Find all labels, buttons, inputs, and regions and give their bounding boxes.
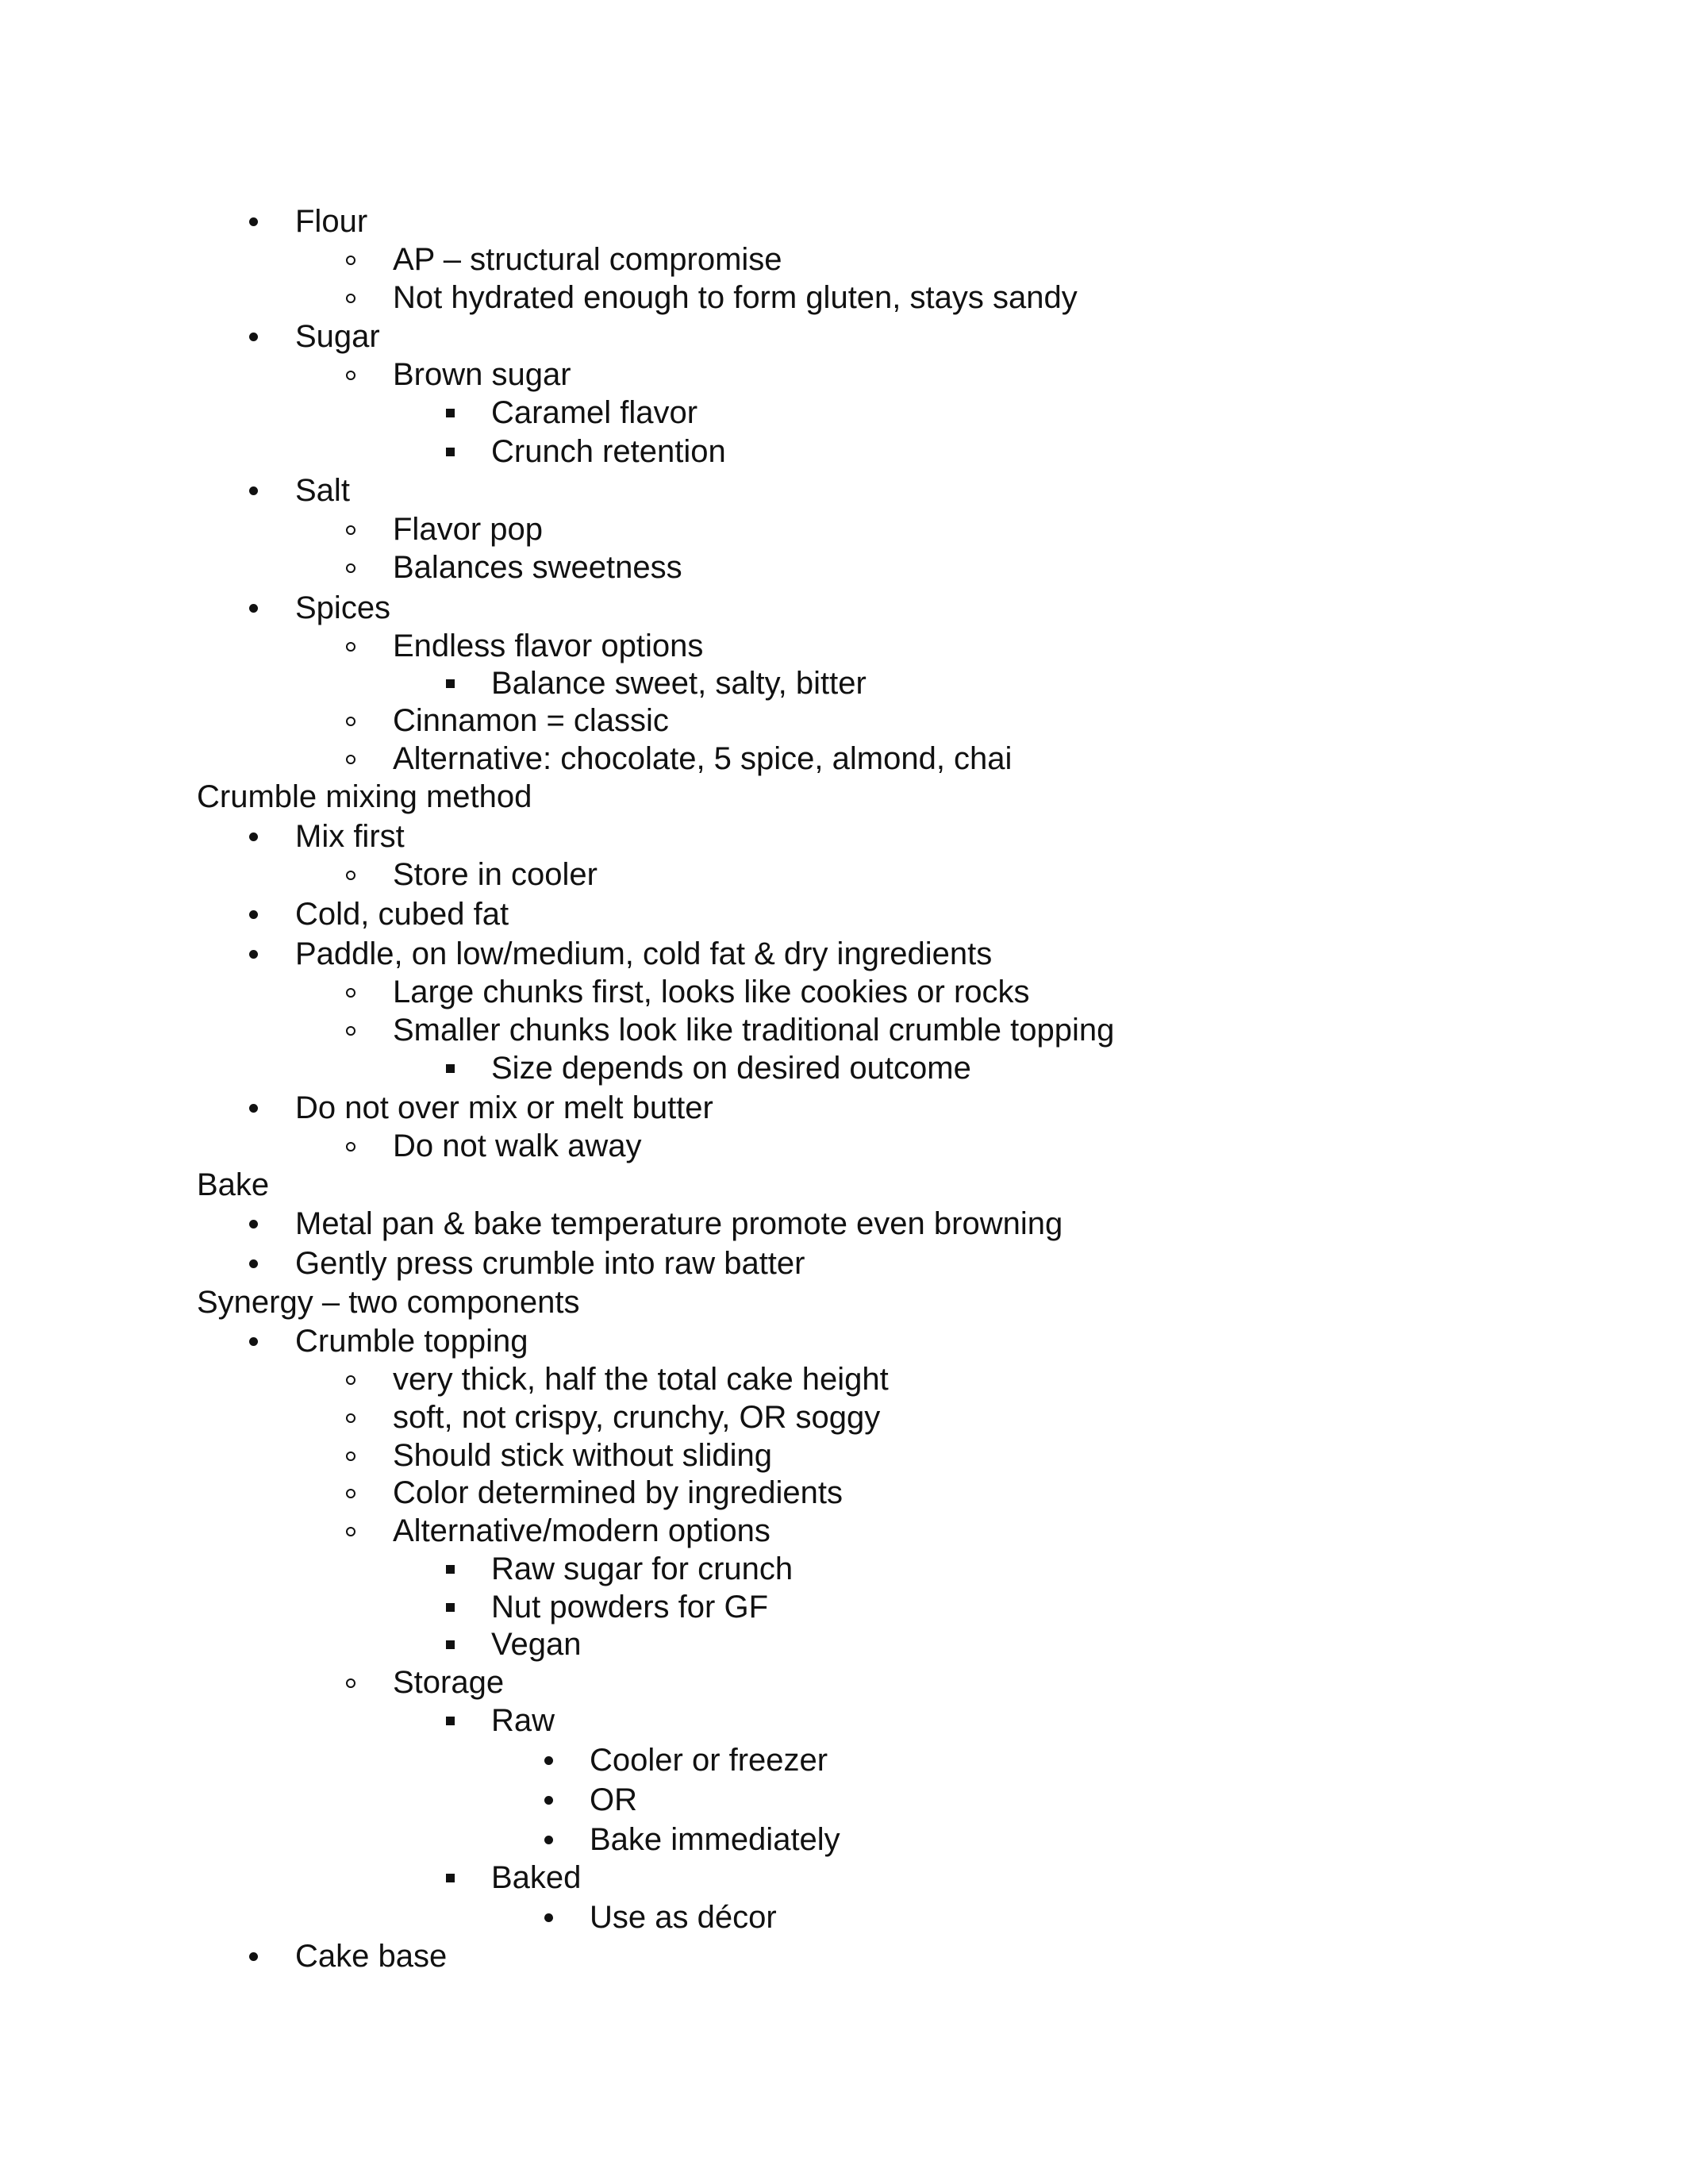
bullet-square-icon [446, 448, 455, 456]
bullet-circle-icon [346, 371, 355, 380]
outline-item-text: Alternative/modern options [393, 1513, 770, 1548]
outline-item-text: Do not over mix or melt butter [295, 1090, 713, 1125]
outline-item-text: Endless flavor options [393, 629, 704, 663]
bullet-circle-icon [346, 717, 355, 726]
bullet-square-icon [446, 1565, 455, 1574]
outline-item-text: Storage [393, 1665, 505, 1700]
outline-item-text: Do not walk away [393, 1129, 642, 1163]
bullet-circle-icon [346, 988, 355, 998]
bullet-disc-icon [249, 1259, 258, 1268]
bullet-disc-icon [544, 1836, 553, 1844]
outline-item-text: soft, not crispy, crunchy, OR soggy [393, 1400, 881, 1435]
outline-item-text: OR [590, 1782, 637, 1817]
bullet-disc-icon [544, 1756, 553, 1765]
outline-item-text: Size depends on desired outcome [491, 1051, 971, 1086]
bullet-circle-icon [346, 1413, 355, 1423]
bullet-circle-icon [346, 1527, 355, 1536]
bullet-disc-icon [249, 1337, 258, 1346]
outline-item-text: Not hydrated enough to form gluten, stays sandy [393, 280, 1078, 315]
outline-item-text: AP – structural compromise [393, 242, 782, 277]
bullet-disc-icon [249, 832, 258, 841]
bullet-disc-icon [249, 1104, 258, 1113]
outline-item-text: Cinnamon = classic [393, 703, 669, 738]
outline-item-text: Large chunks first, looks like cookies or rocks [393, 975, 1030, 1009]
bullet-disc-icon [249, 486, 258, 495]
bullet-circle-icon [346, 1678, 355, 1688]
bullet-circle-icon [346, 1375, 355, 1385]
outline-item-text: Store in cooler [393, 857, 598, 892]
bullet-circle-icon [346, 525, 355, 535]
outline-item-text: Cake base [295, 1939, 448, 1974]
bullet-disc-icon [544, 1913, 553, 1922]
outline-item-text: Spices [295, 590, 391, 625]
outline-item-text: Salt [295, 473, 350, 508]
outline-item-text: Nut powders for GF [491, 1590, 769, 1625]
section-heading: Synergy – two components [197, 1285, 580, 1320]
outline-item-text: Smaller chunks look like traditional crumble topping [393, 1013, 1115, 1048]
bullet-square-icon [446, 1717, 455, 1725]
outline-item-text: Baked [491, 1860, 582, 1895]
bullet-disc-icon [249, 217, 258, 226]
outline-item-text: Raw sugar for crunch [491, 1551, 794, 1586]
bullet-circle-icon [346, 1142, 355, 1152]
outline-item-text: Flour [295, 204, 368, 239]
bullet-square-icon [446, 679, 455, 688]
outline-item-text: Crunch retention [491, 434, 726, 469]
outline-item-text: Raw [491, 1703, 555, 1738]
bullet-disc-icon [249, 910, 258, 919]
bullet-circle-icon [346, 1489, 355, 1498]
outline-item-text: Caramel flavor [491, 395, 698, 430]
outline-item-text: Gently press crumble into raw batter [295, 1246, 805, 1281]
outline-item-text: Mix first [295, 819, 405, 854]
bullet-square-icon [446, 1064, 455, 1073]
outline-item-text: Sugar [295, 319, 380, 354]
outline-item-text: Flavor pop [393, 512, 543, 547]
outline-item-text: Color determined by ingredients [393, 1475, 843, 1510]
outline-item-text: Bake immediately [590, 1822, 840, 1857]
bullet-square-icon [446, 1640, 455, 1649]
outline-item-text: Crumble topping [295, 1324, 528, 1359]
outline-item-text: Cooler or freezer [590, 1743, 828, 1778]
section-heading: Bake [197, 1167, 270, 1202]
outline-item-text: Balances sweetness [393, 550, 682, 585]
outline-item-text: Use as décor [590, 1900, 777, 1935]
bullet-circle-icon [346, 563, 355, 573]
outline-item-text: Brown sugar [393, 357, 571, 392]
section-heading: Crumble mixing method [197, 779, 532, 814]
bullet-circle-icon [346, 294, 355, 303]
outline-item-text: Balance sweet, salty, bitter [491, 666, 867, 701]
bullet-circle-icon [346, 755, 355, 764]
bullet-disc-icon [249, 1952, 258, 1961]
bullet-circle-icon [346, 256, 355, 265]
bullet-circle-icon [346, 871, 355, 880]
bullet-square-icon [446, 1603, 455, 1612]
outline-item-text: very thick, half the total cake height [393, 1362, 889, 1397]
bullet-disc-icon [249, 333, 258, 341]
bullet-disc-icon [249, 950, 258, 959]
bullet-circle-icon [346, 1026, 355, 1036]
outline-item-text: Paddle, on low/medium, cold fat & dry ingredients [295, 936, 993, 971]
outline-item-text: Vegan [491, 1627, 582, 1662]
outline-item-text: Should stick without sliding [393, 1438, 773, 1473]
bullet-disc-icon [249, 604, 258, 613]
bullet-circle-icon [346, 1452, 355, 1461]
bullet-square-icon [446, 1874, 455, 1882]
bullet-circle-icon [346, 642, 355, 652]
outline-item-text: Alternative: chocolate, 5 spice, almond, chai [393, 741, 1013, 776]
outline-item-text: Cold, cubed fat [295, 897, 509, 932]
bullet-disc-icon [544, 1796, 553, 1805]
bullet-disc-icon [249, 1220, 258, 1228]
bullet-square-icon [446, 409, 455, 417]
outline-item-text: Metal pan & bake temperature promote even browning [295, 1206, 1063, 1241]
